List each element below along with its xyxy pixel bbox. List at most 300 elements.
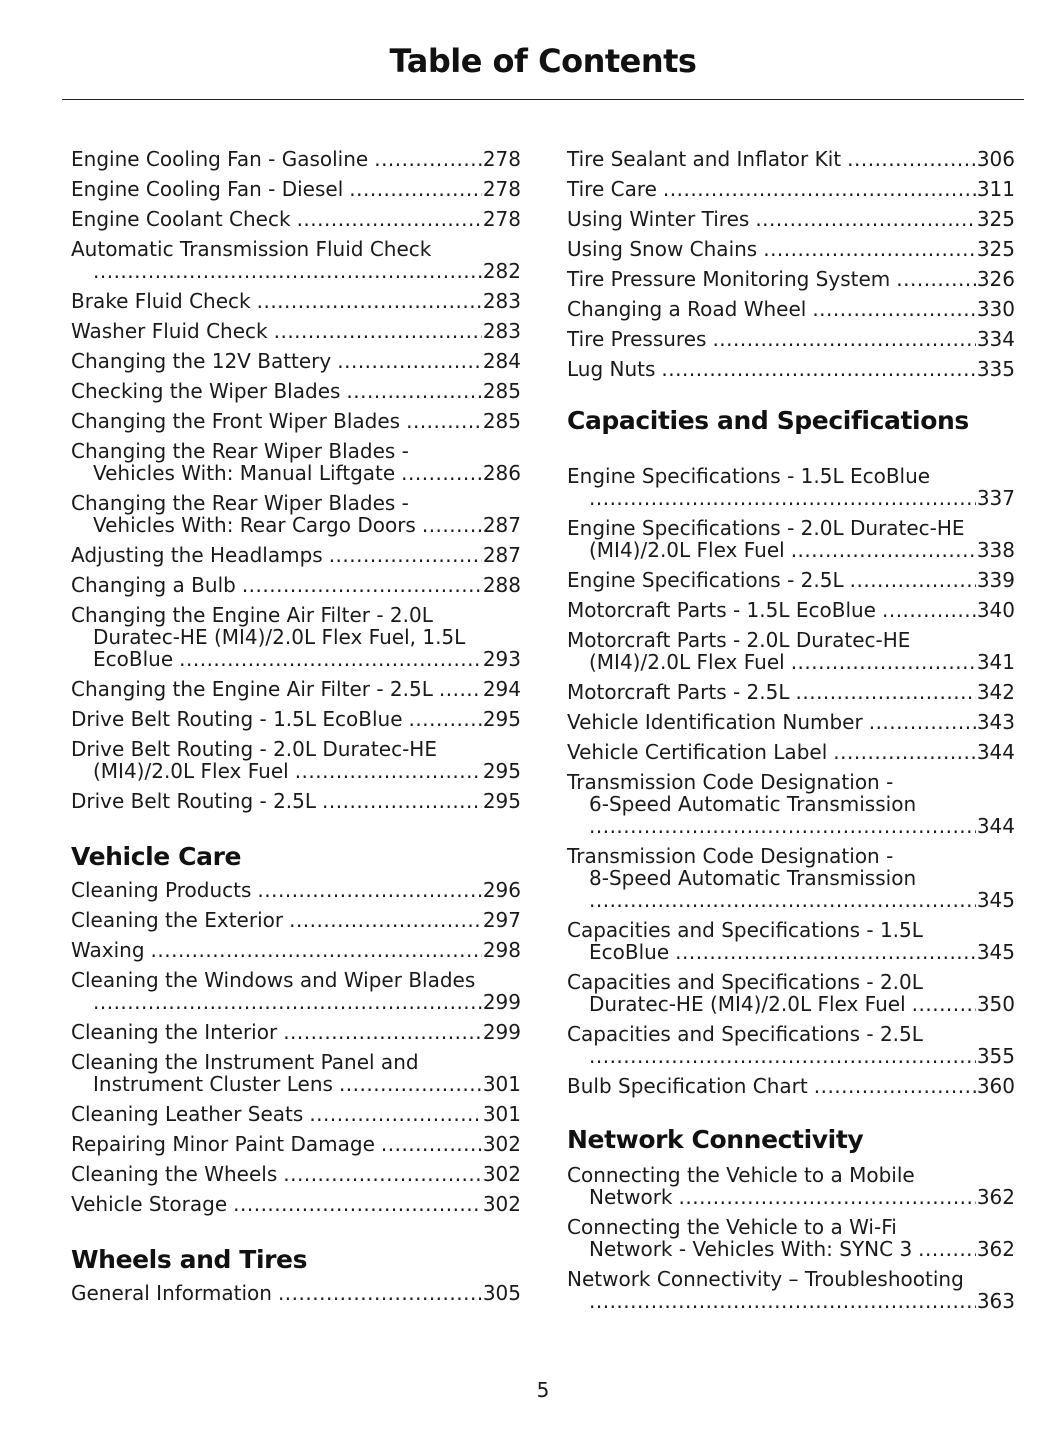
toc-entry-title: Cleaning the Instrument Panel and [71, 1050, 419, 1074]
toc-entry[interactable] [567, 741, 1015, 763]
toc-entry[interactable] [71, 969, 521, 1013]
toc-entry[interactable] [567, 629, 1015, 673]
toc-entry-title: Capacities and Specifications - 2.5L [567, 1022, 923, 1046]
toc-entry[interactable] [567, 298, 1015, 320]
toc-entry-line [567, 1164, 1015, 1186]
toc-entry-line-last [567, 569, 1015, 591]
toc-entry[interactable] [567, 681, 1015, 703]
toc-entry-line-last [567, 298, 1015, 320]
toc-entry-title: Duratec-HE (MI4)/2.0L Flex Fuel [589, 992, 906, 1016]
toc-entry[interactable] [71, 440, 521, 484]
dot-leader [791, 651, 976, 673]
toc-entry-line-last [71, 909, 521, 931]
toc-entry-line [71, 738, 521, 760]
toc-entry-title: Changing the 12V Battery [71, 349, 332, 373]
toc-entry[interactable] [567, 1023, 1015, 1067]
toc-entry-page-number: 294 [482, 677, 521, 701]
toc-entry-line-last [71, 1163, 521, 1185]
toc-entry-page-number: 339 [976, 568, 1015, 592]
dot-leader [812, 298, 975, 320]
toc-entry-line-last [71, 760, 521, 782]
toc-entry[interactable] [71, 1193, 521, 1215]
toc-entry-line-last [71, 380, 521, 402]
toc-entry-title: Vehicle Certification Label [567, 740, 828, 764]
toc-entry-page-number: 305 [482, 1281, 521, 1305]
toc-entry-line [567, 629, 1015, 651]
dot-leader [179, 648, 482, 670]
toc-entry-line [567, 971, 1015, 993]
toc-entry-line-last [71, 1282, 521, 1304]
dot-leader [661, 358, 975, 380]
toc-entry[interactable] [567, 238, 1015, 260]
toc-entry-title: Cleaning Leather Seats [71, 1102, 304, 1126]
toc-entry[interactable] [71, 708, 521, 730]
toc-entry[interactable] [71, 1163, 521, 1185]
dot-leader [912, 993, 976, 1015]
toc-entry-page-number: 283 [482, 319, 521, 343]
toc-entry-title: Waxing [71, 938, 145, 962]
toc-entry-title: Cleaning the Windows and Wiper Blades [71, 968, 476, 992]
toc-entry-line-last [71, 178, 521, 200]
toc-entry-title: Transmission Code Designation - [567, 770, 894, 794]
toc-entry[interactable] [567, 208, 1015, 230]
toc-entry[interactable] [71, 238, 521, 282]
dot-leader [675, 941, 976, 963]
toc-entry[interactable] [71, 148, 521, 170]
dot-leader [283, 1021, 482, 1043]
toc-entry-title: Drive Belt Routing - 1.5L EcoBlue [71, 707, 403, 731]
toc-entry[interactable] [71, 790, 521, 812]
toc-entry-title: Cleaning the Wheels [71, 1162, 278, 1186]
toc-entry[interactable] [567, 919, 1015, 963]
toc-entry-title: Engine Specifications - 2.0L Duratec-HE [567, 516, 965, 540]
toc-entry[interactable] [71, 1021, 521, 1043]
toc-entry-title: Network Connectivity – Troubleshooting [567, 1267, 964, 1291]
toc-entry-page-number: 302 [482, 1192, 521, 1216]
dot-leader [278, 1282, 482, 1304]
toc-entry[interactable] [71, 1282, 521, 1304]
toc-entry-title: Vehicles With: Manual Liftgate [93, 461, 396, 485]
dot-leader [796, 681, 976, 703]
toc-entry-page-number: 299 [482, 990, 521, 1014]
dot-leader [763, 238, 976, 260]
toc-entry-page-number: 362 [976, 1237, 1015, 1261]
toc-entry-line-last [567, 1045, 1015, 1067]
toc-entry[interactable] [567, 465, 1015, 509]
toc-entry-line-last [71, 1133, 521, 1155]
toc-entry-line-last [71, 879, 521, 901]
toc-entry-page-number: 330 [976, 297, 1015, 321]
toc-entry-title: Changing the Rear Wiper Blades - [71, 439, 409, 463]
toc-entry[interactable] [567, 358, 1015, 380]
toc-entry-title: Lug Nuts [567, 357, 656, 381]
toc-entry-page-number: 299 [482, 1020, 521, 1044]
toc-entry-line-last [71, 708, 521, 730]
dot-leader [233, 1193, 482, 1215]
toc-entry-page-number: 337 [976, 486, 1015, 510]
toc-group [567, 148, 1015, 380]
toc-entry-title: Cleaning the Exterior [71, 908, 284, 932]
toc-entry-title: 6-Speed Automatic Transmission [589, 792, 917, 816]
toc-entry-page-number: 345 [976, 940, 1015, 964]
toc-entry-line-last [567, 889, 1015, 911]
toc-entry[interactable] [567, 711, 1015, 733]
toc-entry[interactable] [71, 1051, 521, 1095]
toc-entry-line [567, 867, 1015, 889]
toc-entry[interactable] [567, 1075, 1015, 1097]
dot-leader [589, 487, 976, 509]
section-heading-vehicle-care: Vehicle Care [71, 842, 242, 871]
toc-entry-page-number: 343 [976, 710, 1015, 734]
dot-leader [274, 320, 482, 342]
toc-entry-title: Engine Cooling Fan - Diesel [71, 177, 344, 201]
toc-group [71, 148, 521, 812]
toc-entry-page-number: 293 [482, 647, 521, 671]
toc-entry-page-number: 342 [976, 680, 1015, 704]
toc-entry-page-number: 278 [482, 177, 521, 201]
toc-entry-title: (MI4)/2.0L Flex Fuel [589, 650, 785, 674]
toc-entry[interactable] [71, 604, 521, 670]
toc-entry-title: EcoBlue [589, 940, 670, 964]
toc-group [567, 1164, 1015, 1312]
toc-group [71, 1282, 521, 1304]
toc-entry-title: Instrument Cluster Lens [93, 1072, 333, 1096]
dot-leader [322, 790, 482, 812]
toc-entry-page-number: 284 [482, 349, 521, 373]
toc-column-left [71, 148, 521, 1312]
toc-entry-line-last [567, 741, 1015, 763]
toc-entry-line-last [71, 678, 521, 700]
toc-entry[interactable] [567, 771, 1015, 837]
toc-entry-line-last [71, 208, 521, 230]
toc-entry-line-last [567, 1238, 1015, 1260]
dot-leader [869, 711, 976, 733]
toc-entry-line [71, 969, 521, 991]
toc-entry-title: Engine Cooling Fan - Gasoline [71, 147, 369, 171]
toc-entry-line-last [71, 410, 521, 432]
toc-entry[interactable] [567, 1268, 1015, 1312]
dot-leader [850, 569, 976, 591]
toc-entry-line-last [567, 148, 1015, 170]
toc-entry-page-number: 334 [976, 327, 1015, 351]
dot-leader [589, 1290, 976, 1312]
toc-entry-title: Changing the Rear Wiper Blades - [71, 491, 409, 515]
dot-leader [289, 909, 482, 931]
toc-entry-line-last [567, 711, 1015, 733]
toc-entry[interactable] [71, 380, 521, 402]
toc-entry[interactable] [71, 879, 521, 901]
dot-leader [589, 815, 976, 837]
toc-entry-title: (MI4)/2.0L Flex Fuel [589, 538, 785, 562]
toc-entry-title: Engine Coolant Check [71, 207, 291, 231]
toc-entry[interactable] [71, 492, 521, 536]
dot-leader [882, 599, 976, 621]
dot-leader [297, 208, 482, 230]
dot-leader [349, 178, 482, 200]
dot-leader [589, 889, 976, 911]
toc-entry[interactable] [71, 1103, 521, 1125]
toc-entry-line-last [71, 290, 521, 312]
toc-entry-line-last [71, 1021, 521, 1043]
toc-entry-title: Engine Specifications - 2.5L [567, 568, 844, 592]
toc-entry-title: Cleaning Products [71, 878, 252, 902]
toc-entry-title: Repairing Minor Paint Damage [71, 1132, 375, 1156]
toc-entry-page-number: 338 [976, 538, 1015, 562]
page-title: Table of Contents [389, 42, 697, 80]
toc-entry-line-last [71, 350, 521, 372]
toc-entry-page-number: 295 [482, 759, 521, 783]
dot-leader [814, 1075, 976, 1097]
dot-leader [439, 678, 482, 700]
toc-entry-page-number: 288 [482, 573, 521, 597]
toc-entry[interactable] [567, 599, 1015, 621]
toc-entry-title: Capacities and Specifications - 1.5L [567, 918, 923, 942]
toc-entry-line-last [71, 574, 521, 596]
toc-entry-line-last [567, 539, 1015, 561]
toc-entry-line-last [567, 238, 1015, 260]
toc-entry-line-last [567, 993, 1015, 1015]
dot-leader [401, 462, 482, 484]
toc-entry-page-number: 301 [482, 1072, 521, 1096]
toc-entry[interactable] [567, 1216, 1015, 1260]
toc-entry-line-last [567, 487, 1015, 509]
toc-entry-line [567, 465, 1015, 487]
dot-leader [339, 1073, 482, 1095]
toc-entry-line [567, 517, 1015, 539]
toc-entry-page-number: 295 [482, 707, 521, 731]
toc-entry-page-number: 340 [976, 598, 1015, 622]
dot-leader [329, 544, 482, 566]
toc-entry-line-last [71, 148, 521, 170]
toc-entry-title: Vehicles With: Rear Cargo Doors [93, 513, 416, 537]
toc-entry-line-last [567, 1075, 1015, 1097]
toc-entry[interactable] [71, 290, 521, 312]
toc-entry-line [567, 1216, 1015, 1238]
dot-leader [422, 514, 482, 536]
toc-entry-title: Tire Sealant and Inflator Kit [567, 147, 842, 171]
dot-leader [918, 1238, 976, 1260]
title-divider [62, 99, 1024, 100]
toc-entry-title: Tire Pressure Monitoring System [567, 267, 891, 291]
section-heading-capacities: Capacities and Specifications [567, 406, 969, 435]
toc-entry-title: Network [589, 1185, 673, 1209]
page-number: 5 [536, 1378, 550, 1402]
toc-entry-title: Drive Belt Routing - 2.0L Duratec-HE [71, 737, 437, 761]
toc-entry[interactable] [71, 208, 521, 230]
toc-entry-title: Using Winter Tires [567, 207, 750, 231]
dot-leader [374, 148, 482, 170]
dot-leader [309, 1103, 481, 1125]
toc-entry-page-number: 345 [976, 888, 1015, 912]
toc-entry-title: Capacities and Specifications - 2.0L [567, 970, 923, 994]
dot-leader [833, 741, 976, 763]
toc-entry-title: Washer Fluid Check [71, 319, 268, 343]
toc-entry-page-number: 326 [976, 267, 1015, 291]
toc-entry-title: Vehicle Storage [71, 1192, 228, 1216]
toc-entry-title: Adjusting the Headlamps [71, 543, 323, 567]
toc-entry-title: Drive Belt Routing - 2.5L [71, 789, 317, 813]
toc-entry-line-last [567, 599, 1015, 621]
toc-entry-page-number: 285 [482, 409, 521, 433]
toc-entry-page-number: 295 [482, 789, 521, 813]
toc-entry-line [71, 1051, 521, 1073]
dot-leader [406, 410, 482, 432]
toc-entry[interactable] [71, 410, 521, 432]
toc-entry-title: Tire Care [567, 177, 657, 201]
toc-entry-page-number: 344 [976, 814, 1015, 838]
toc-entry[interactable] [567, 845, 1015, 911]
toc-entry-title: Vehicle Identification Number [567, 710, 863, 734]
toc-entry-line-last [567, 941, 1015, 963]
toc-entry-title: Automatic Transmission Fluid Check [71, 237, 432, 261]
toc-entry-line-last [71, 991, 521, 1013]
toc-entry-title: Transmission Code Designation - [567, 844, 894, 868]
toc-entry[interactable] [567, 569, 1015, 591]
toc-entry-title: Tire Pressures [567, 327, 707, 351]
toc-entry[interactable] [567, 971, 1015, 1015]
toc-entry-line-last [71, 1073, 521, 1095]
toc-entry-title: Motorcraft Parts - 2.0L Duratec-HE [567, 628, 911, 652]
toc-entry-line-last [567, 208, 1015, 230]
toc-entry[interactable] [71, 544, 521, 566]
toc-entry-title: Motorcraft Parts - 2.5L [567, 680, 790, 704]
toc-entry-title: Bulb Specification Chart [567, 1074, 808, 1098]
toc-entry-line-last [567, 681, 1015, 703]
toc-entry-title: Changing the Engine Air Filter - 2.0L [71, 603, 433, 627]
toc-entry-title: Changing a Bulb [71, 573, 236, 597]
toc-entry-page-number: 278 [482, 207, 521, 231]
dot-leader [337, 350, 482, 372]
dot-leader [663, 178, 976, 200]
toc-entry-line-last [71, 320, 521, 342]
toc-entry-page-number: 285 [482, 379, 521, 403]
toc-entry-title: Connecting the Vehicle to a Wi-Fi [567, 1215, 897, 1239]
toc-entry-title: Checking the Wiper Blades [71, 379, 341, 403]
toc-entry[interactable] [567, 1164, 1015, 1208]
toc-entry-page-number: 325 [976, 237, 1015, 261]
toc-entry[interactable] [71, 178, 521, 200]
toc-entry-page-number: 335 [976, 357, 1015, 381]
toc-entry-line [71, 238, 521, 260]
dot-leader [93, 260, 482, 282]
toc-entry-line-last [71, 462, 521, 484]
dot-leader [712, 328, 975, 350]
toc-entry-line-last [71, 544, 521, 566]
toc-entry-title: General Information [71, 1281, 272, 1305]
toc-entry-line-last [71, 1193, 521, 1215]
dot-leader [257, 290, 482, 312]
dot-leader [847, 148, 976, 170]
toc-entry-line [567, 771, 1015, 793]
toc-entry[interactable] [567, 148, 1015, 170]
toc-entry-page-number: 296 [482, 878, 521, 902]
toc-group [71, 879, 521, 1215]
toc-entry[interactable] [71, 678, 521, 700]
toc-entry[interactable] [71, 320, 521, 342]
toc-entry-line-last [567, 1290, 1015, 1312]
toc-entry-title: Motorcraft Parts - 1.5L EcoBlue [567, 598, 876, 622]
toc-entry-line-last [567, 328, 1015, 350]
toc-entry-page-number: 302 [482, 1162, 521, 1186]
toc-entry-line-last [71, 1103, 521, 1125]
toc-entry-page-number: 363 [976, 1289, 1015, 1313]
toc-entry-title: Changing a Road Wheel [567, 297, 807, 321]
toc-entry-line-last [71, 514, 521, 536]
toc-entry[interactable] [567, 178, 1015, 200]
toc-entry-page-number: 301 [482, 1102, 521, 1126]
toc-entry-line-last [567, 1186, 1015, 1208]
dot-leader [589, 1045, 976, 1067]
dot-leader [257, 879, 481, 901]
toc-group [567, 465, 1015, 1097]
toc-entry[interactable] [567, 517, 1015, 561]
dot-leader [93, 991, 482, 1013]
toc-entry[interactable] [71, 574, 521, 596]
toc-column-right [567, 148, 1015, 1320]
dot-leader [242, 574, 482, 596]
toc-entry-line-last [567, 268, 1015, 290]
toc-entry-page-number: 287 [482, 513, 521, 537]
toc-entry-title: EcoBlue [93, 647, 174, 671]
toc-entry-page-number: 311 [976, 177, 1015, 201]
toc-entry[interactable] [71, 1133, 521, 1155]
toc-entry-page-number: 362 [976, 1185, 1015, 1209]
dot-leader [283, 1163, 482, 1185]
toc-entry-line [567, 845, 1015, 867]
toc-entry-title: Using Snow Chains [567, 237, 758, 261]
toc-entry-page-number: 282 [482, 259, 521, 283]
toc-entry-line-last [567, 651, 1015, 673]
toc-entry-title: Changing the Front Wiper Blades [71, 409, 401, 433]
toc-entry-page-number: 302 [482, 1132, 521, 1156]
toc-entry-line [567, 793, 1015, 815]
toc-entry-page-number: 287 [482, 543, 521, 567]
toc-entry-line [71, 440, 521, 462]
toc-entry-title: (MI4)/2.0L Flex Fuel [93, 759, 289, 783]
toc-entry-line [71, 604, 521, 626]
toc-entry-title: Changing the Engine Air Filter - 2.5L [71, 677, 433, 701]
dot-leader [755, 208, 976, 230]
toc-entry-page-number: 298 [482, 938, 521, 962]
toc-entry-page-number: 355 [976, 1044, 1015, 1068]
toc-entry[interactable] [71, 909, 521, 931]
dot-leader [896, 268, 976, 290]
toc-entry-line [71, 492, 521, 514]
toc-entry-line-last [71, 648, 521, 670]
toc-entry-title: Duratec-HE (MI4)/2.0L Flex Fuel, 1.5L [93, 625, 466, 649]
toc-entry-page-number: 344 [976, 740, 1015, 764]
toc-entry-line-last [567, 815, 1015, 837]
toc-entry[interactable] [71, 939, 521, 961]
toc-entry-line [567, 1268, 1015, 1290]
toc-entry-title: Cleaning the Interior [71, 1020, 278, 1044]
dot-leader [791, 539, 976, 561]
toc-entry-line-last [567, 178, 1015, 200]
toc-entry[interactable] [567, 328, 1015, 350]
toc-entry-line-last [71, 260, 521, 282]
toc-entry[interactable] [71, 350, 521, 372]
toc-entry-line-last [71, 790, 521, 812]
toc-entry-line [567, 1023, 1015, 1045]
toc-entry-page-number: 341 [976, 650, 1015, 674]
dot-leader [151, 939, 482, 961]
toc-entry-page-number: 283 [482, 289, 521, 313]
toc-entry-title: 8-Speed Automatic Transmission [589, 866, 917, 890]
toc-entry[interactable] [71, 738, 521, 782]
dot-leader [295, 760, 482, 782]
toc-entry-line-last [567, 358, 1015, 380]
toc-entry[interactable] [567, 268, 1015, 290]
